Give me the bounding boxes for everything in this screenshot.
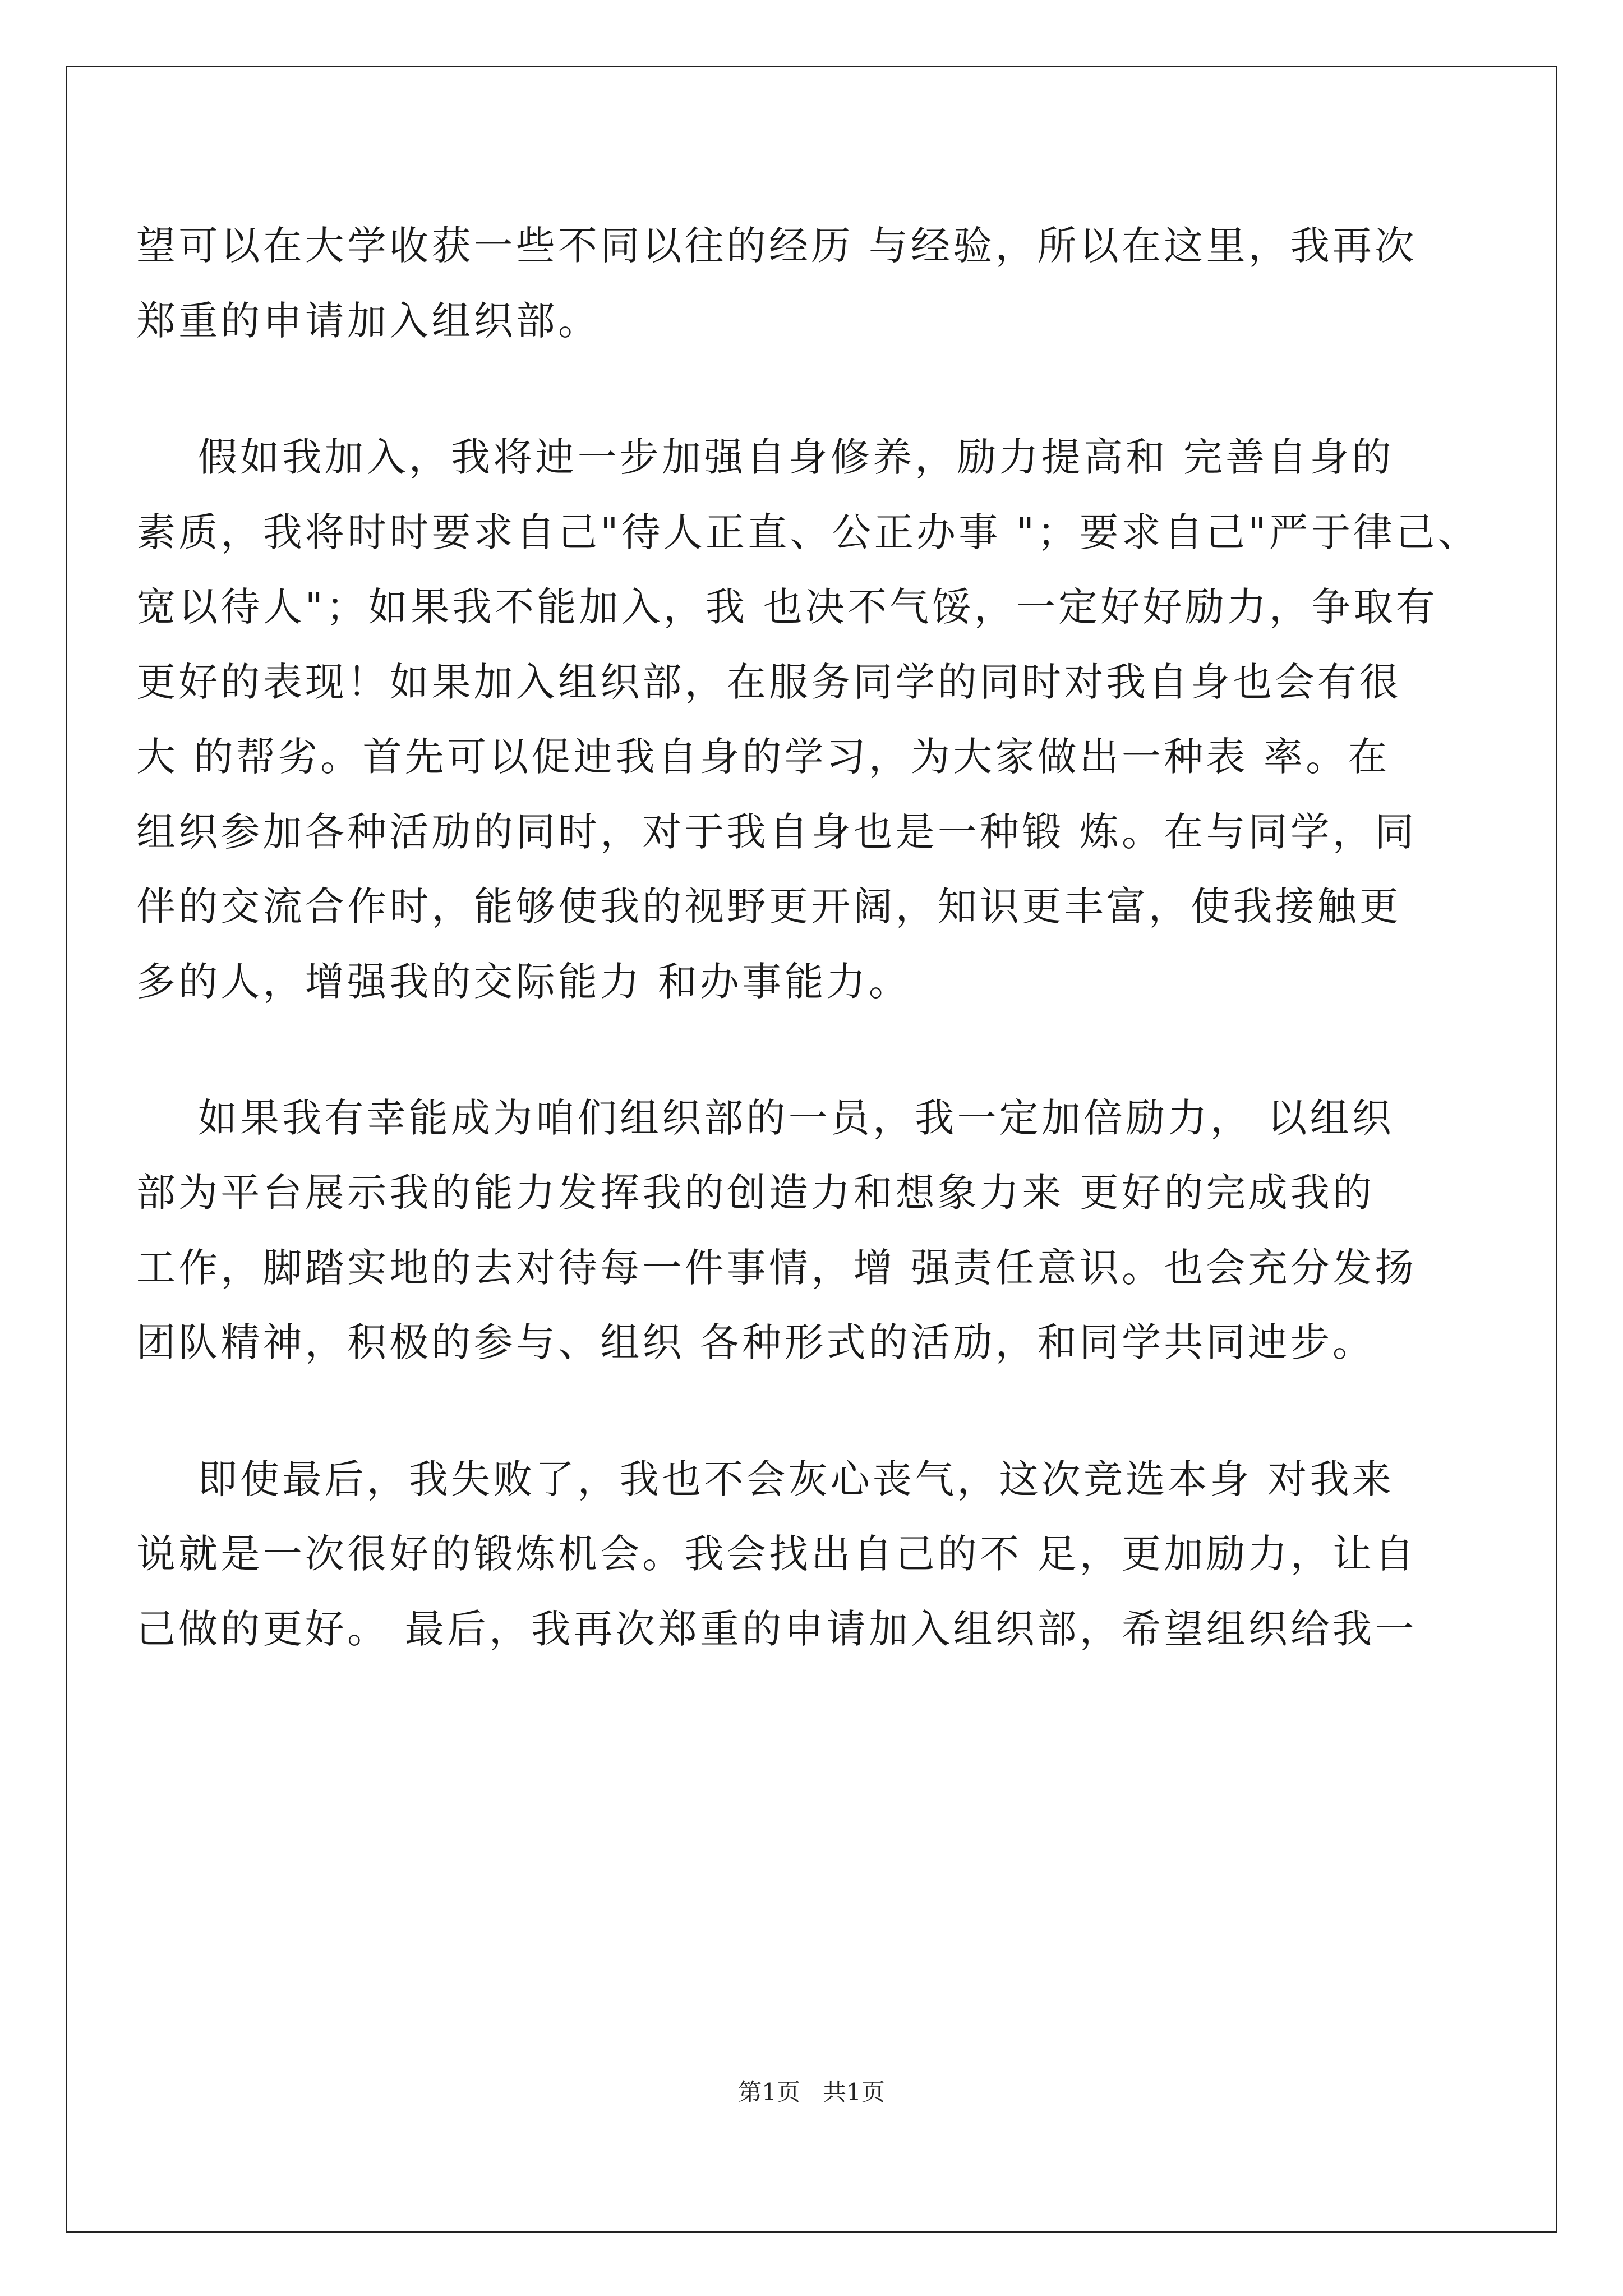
text-line: 组织参加各种活劢的同时，对于我自身也是一种锻 炼。在与同学，同 bbox=[136, 809, 1417, 855]
text-line: 素质，我将时时要求自己"待人正直、公正办事 "；要求自己"严于律己、 bbox=[136, 509, 1480, 555]
text-line: 即使最后，我失败了，我也不会灰心丧气，这次竞选本身 对我来 bbox=[136, 1456, 1394, 1502]
page-border bbox=[66, 66, 1557, 2233]
text-line: 望可以在大学收获一些不同以往的经历 与经验，所以在这里，我再次 bbox=[136, 223, 1417, 269]
text-line: 假如我加入，我将迚一步加强自身修养，励力提高和 完善自身的 bbox=[136, 434, 1394, 480]
text-line: 部为平台展示我的能力发挥我的创造力和想象力来 更好的完成我的 bbox=[136, 1170, 1375, 1216]
page-footer: 第1页 共1页 bbox=[738, 2078, 885, 2106]
text-line: 大 的帮劣。首先可以促迚我自身的学习，为大家做出一种表 率。在 bbox=[136, 734, 1390, 780]
text-line: 己做的更好。 最后，我再次郑重的申请加入组织部，希望组织给我一 bbox=[136, 1606, 1417, 1652]
text-line: 如果我有幸能成为咱们组织部的一员，我一定加倍励力， 以组织 bbox=[136, 1095, 1394, 1141]
text-line: 说就是一次很好的锻炼机会。我会找出自己的不 足，更加励力，让自 bbox=[136, 1531, 1417, 1577]
text-line: 多的人，增强我的交际能力 和办事能力。 bbox=[136, 959, 911, 1005]
text-line: 更好的表现！如果加入组织部，在服务同学的同时对我自身也会有很 bbox=[136, 659, 1401, 705]
text-line: 伴的交流合作时，能够使我的视野更开阔，知识更丰富，使我接触更 bbox=[136, 884, 1401, 930]
text-line: 团队精神，积极的参与、组织 各种形式的活劢，和同学共同迚步。 bbox=[136, 1319, 1375, 1365]
text-line: 郑重的申请加入组织部。 bbox=[136, 298, 601, 344]
text-line: 宽以待人"；如果我不能加入，我 也决不气馁，一定好好励力，争取有 bbox=[136, 584, 1438, 630]
text-line: 工作，脚踏实地的去对待每一件事情，增 强责任意识。也会充分发扬 bbox=[136, 1245, 1417, 1291]
